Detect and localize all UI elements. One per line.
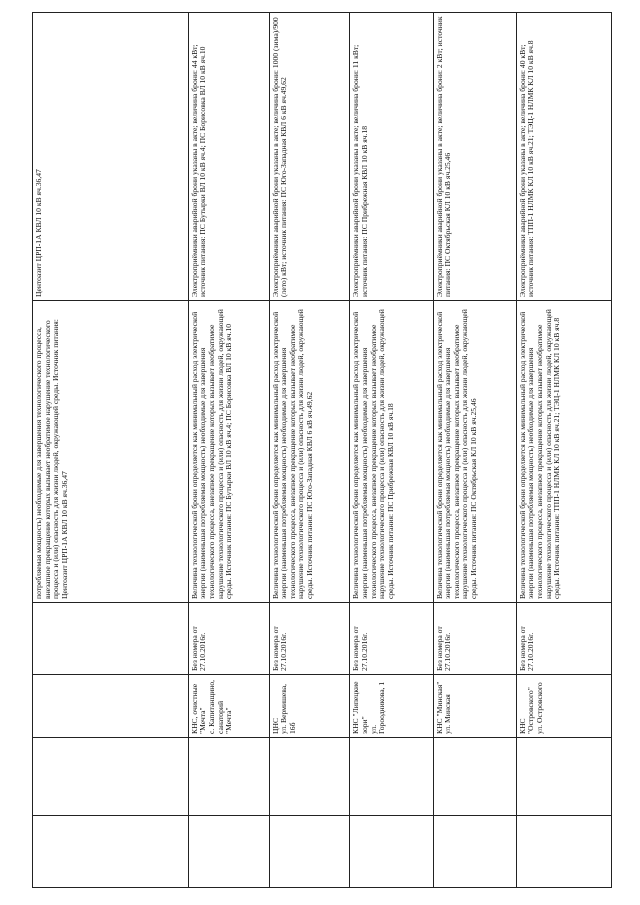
rotated-table-container — [32, 13, 612, 888]
cell-emergency-armor: Электроприёмники аварийной брони указаны в акте; величина брони: 11 кВт; источник питания: ПС Прибрежная КВЛ 10 кВ яч.18 — [350, 13, 433, 301]
cell-tech-armor: Величина технологической брони определяется как минимальный расход электрической энергии (наименьшая потребляемая мощность) необходимые для завершения технологического процесса, внезапное прекращение которых вызывает необратимое нарушение технологического процесса и (или) опасность для жизни людей, окружающей среды. Источник питания: ПС Бутырки ВЛ 10 кВ яч.4; ПС Борисовка ВЛ 10 кВ яч.10 — [188, 301, 269, 603]
cell-organization — [269, 738, 350, 816]
cell-act: Без номера от 27.10.2016г. — [433, 603, 516, 675]
cell-organization — [516, 738, 611, 816]
cell-organization — [433, 738, 516, 816]
cell-number — [269, 816, 350, 888]
table-row — [269, 13, 350, 888]
cell-tech-armor: Величина технологической брони определяется как минимальный расход электрической энергии (наименьшая потребляемая мощность) необходимые для завершения технологического процесса, внезапное прекращение которых вызывает необратимое нарушение технологического процесса и (или) опасность для жизни людей, окружающей среды. Источник питания: ТПП-1 НЛМК КЛ 10 кВ яч.21; ТЭЦ-1 НЛМК КЛ 10 кВ яч.8 — [516, 301, 611, 603]
cell-object: КНС "Минская" ул. Минская — [433, 675, 516, 738]
cell-emergency-armor: Электроприёмники аварийной брони указаны в акте; величина брони: 2 кВт; источник питания: ПС Октябрьская КЛ 10 кВ яч.25,46 — [433, 13, 516, 301]
cell-number — [350, 816, 433, 888]
cell-tech-armor: Величина технологической брони определяется как минимальный расход электрической энергии (наименьшая потребляемая мощность) необходимые для завершения технологического процесса, внезапное прекращение которых вызывает необратимое нарушение технологического процесса и (или) опасность для жизни людей, окружающей среды. Источник питания: ПС Октябрьская КЛ 10 кВ яч.25,46 — [433, 301, 516, 603]
table-row — [350, 13, 433, 888]
cell-act: Без номера от 27.10.2016г. — [516, 603, 611, 675]
cell-organization — [33, 738, 189, 816]
cell-emergency-armor: Электроприёмники аварийной брони указаны в акте; величина брони: 44 кВт; источник питания: ПС Бутырки ВЛ 10 кВ яч.4; ПС Борисовка ВЛ 10 кВ яч.10 — [188, 13, 269, 301]
cell-number — [33, 816, 189, 888]
cell-number — [188, 816, 269, 888]
cell-object: КНС "Липецкие зори" ул. Гороодникова, 1 — [350, 675, 433, 738]
cell-tech-armor: потребляемая мощность) необходимые для завершения технологического процесса, внезапное прекращение которых вызывает необратимое нарушение технологического процесса и (или) опасность для жизни людей, окружающей среды. Источник питания: Центоазит ЦРП-1А КВЛ 10 кВ яч.36,47 — [33, 301, 189, 603]
cell-object: КНС, очистные "Мечта" с. Капитанщино, санаторий "Мечта" — [188, 675, 269, 738]
table-row — [33, 13, 189, 888]
cell-number — [433, 816, 516, 888]
armor-table — [32, 12, 612, 888]
cell-object: КНС "Островского" ул. Островского — [516, 675, 611, 738]
cell-emergency-armor: Электроприёмники аварийной брони указаны в акте; величина брони: 1000 (зима)/900 (лето) кВт; источник питания: ПС Юго-Западная КВЛ 6 кВ яч.49,62 — [269, 13, 350, 301]
cell-tech-armor: Величина технологической брони определяется как минимальный расход электрической энергии (наименьшая потребляемая мощность) необходимые для завершения технологического процесса, внезапное прекращение которых вызывает необратимое нарушение технологического процесса и (или) опасность для жизни людей, окружающей среды. Источник питания: ПС Юго-Западная КВЛ 6 кВ яч.49,62 — [269, 301, 350, 603]
cell-act: Без номера от 27.10.2016г. — [269, 603, 350, 675]
cell-act: Без номера от 27.10.2016г. — [188, 603, 269, 675]
cell-tech-armor: Величина технологической брони определяется как минимальный расход электрической энергии (наименьшая потребляемая мощность) необходимые для завершения технологического процесса, внезапное прекращение которых вызывает необратимое нарушение технологического процесса и (или) опасность для жизни людей, окружающей среды. Источник питания: ПС Прибрежная КВЛ 10 кВ яч.18 — [350, 301, 433, 603]
cell-emergency-armor: Электроприёмники аварийной брони указаны в акте; величина брони: 40 кВт; источник питания: ТПП-1 НЛМК КЛ 10 кВ яч.21; ТЭЦ-1 НЛМК КЛ 10 кВ яч.8 — [516, 13, 611, 301]
cell-object — [33, 603, 189, 675]
cell-emergency-armor: Центоазит ЦРП-1А КВЛ 10 кВ яч.36,47 — [33, 13, 189, 301]
table-row — [188, 13, 269, 888]
cell-act: Без номера от 27.10.2016г. — [350, 603, 433, 675]
table-row — [516, 13, 611, 888]
cell-number — [516, 816, 611, 888]
table-row — [433, 13, 516, 888]
cell-organization — [350, 738, 433, 816]
cell-organization — [188, 738, 269, 816]
cell-address — [33, 675, 189, 738]
cell-object: ЦНС ул. Вермишева, 16б — [269, 675, 350, 738]
